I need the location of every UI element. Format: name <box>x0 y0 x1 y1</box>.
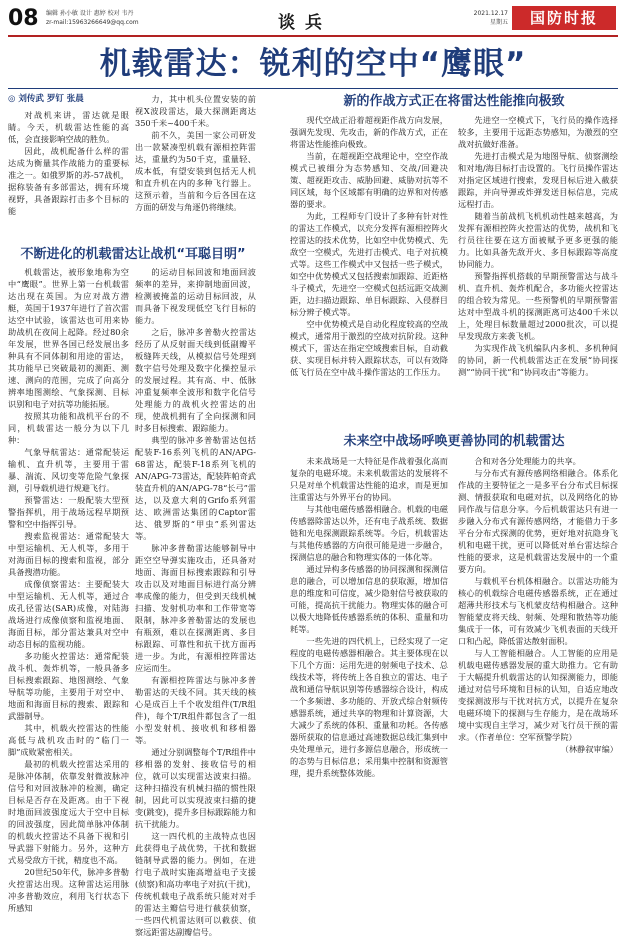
paragraph: 预警指挥机搭载的早期预警雷达与战斗机、直升机、轰炸机配合，多功能火控雷达的组合较为常见。一些预警机的早期预警雷达对中型战斗机的探测距离可达400千米以上，处理目标数量超过2000批次，可以提早发现敌方来袭飞机。 <box>458 271 618 341</box>
byline: ◎ 刘传武 罗钉 张晨 <box>8 94 84 104</box>
subhead-evolution: 不断进化的机载雷达让战机“耳聪目明” <box>20 247 246 262</box>
editor-signoff: （林静叙审编） <box>560 744 618 754</box>
paragraph: 因此，战机配备什么样的雷达成为衡量其作战能力的重要标准之一。如俄罗斯的苏-57战机，据称装备有多部雷达，拥有环境视野，具备跟踪打击多个目标的能 <box>8 146 129 216</box>
paragraph: 合和对各分处理能力的共享。 <box>474 456 581 466</box>
paragraph: 与人工智能相融合。人工智能的应用是机载电磁传感器发展的重大助推力。它有助于大幅提升机载雷达的认知探测能力，即能通过对信号环境和目标的认知，自适应地改变探测波形与干扰对抗方式，以提升在复杂电磁环境下的探测与生存能力，是在战场环境中实现自主学习，减少对飞行员干预的需求。（作者单位：空军预警学院） <box>458 648 618 742</box>
staff-info <box>46 9 139 27</box>
subhead-new-combat: 新的作战方式正在将雷达性能推向极致 <box>343 94 565 109</box>
body-column-6 <box>458 455 618 857</box>
page-header <box>8 6 618 34</box>
paragraph: 按照其功能和战机平台的不同，机载雷达一般分为以下几种： <box>8 411 129 445</box>
date-info <box>460 9 508 27</box>
paragraph: 的运动目标回波和地面回波频率的差异，来抑制地面回波，检测被掩盖的运动目标回波，从而具备下视发现低空飞行目标的能力。 <box>135 267 256 325</box>
paragraph: 通过分别调整每个T/R组件中移相器的发射、接收信号的相位，就可以实现雷达波束扫描。这种扫描没有机械扫描的惯性限制，因此可以实现波束扫描的捷变(跳变)，提升多目标跟踪能力和抗干扰能力。 <box>135 747 257 829</box>
paragraph: 通过异构多传感器的协同探测和探测信息的融合，可以增加信息的获取源，增加信息的维度和可信度，减少隐射信号被获取的可能，提高抗干扰能力。物理实体的融合可以极大地降低传感器系统的体积、重量和功耗等。 <box>290 564 448 634</box>
intro-column-2 <box>135 93 256 243</box>
paragraph: 未来战场是一大特征是作战着强化高而复杂的电磁环境。未来机载雷达的发展将不只是对单个机载雷达性能的追求，而是更加注重雷达与外界平台的协同。 <box>290 456 448 502</box>
weekday: 星期五 <box>489 19 508 26</box>
paragraph: 随着当前战机飞机机动性越来越高，为发挥有源相控阵火控雷达的优势，战机和飞行员往往要在这方面被赋予更多更强的能力。比如具备先敌开火、多目标跟踪等高度协同能力。 <box>458 211 618 269</box>
paragraph: 与载机平台机体相融合。以雷达功能为核心的机载综合电磁传感器系统，正在通过超薄共形技术与飞机蒙皮结构相融合。这种智能蒙皮将天线、射频、处理和散热等功能集成于一体，可有效减少飞机表面的天线开口和凸起，降低雷达散射面积。 <box>458 576 618 646</box>
body-column-2 <box>135 266 257 937</box>
masthead-logo: 国防时报 <box>512 6 616 30</box>
paragraph: 力，其中机头位置安装的前视X波段雷达，最大探测距离达350千米~400千米。 <box>135 94 256 128</box>
date: 2021.12.17 <box>473 10 508 17</box>
subhead-future: 未来空中战场呼唤更善协同的机载雷达 <box>343 434 565 449</box>
body-column-5 <box>290 455 448 857</box>
headline-rule <box>8 88 618 89</box>
paragraph: 这一四代机的主战特点也因此获得电子战优势，干扰和数据链制导武器的能力。例如，在进行电子战时实施高增益电子支援(侦察)和高功率电子对抗(干扰)，传统机载电子战系统只能对对手的雷达主瓣信号进行截获侦察，一些四代机雷达则可以截获、侦察远距雷达副瓣信号。 <box>135 831 256 937</box>
paragraph: 成像侦察雷达：主要配装大中型运输机、无人机等，通过合成孔径雷达(SAR)成像，对陆海战场进行成像侦察和监视地面、海面目标，部分雷达兼具对空中动态目标的监视功能。 <box>8 579 129 649</box>
paragraph: 现代空战正沿着超视距作战方向发展，强调先发现、先攻击，新的作战方式，正在将雷达性能推向极致。 <box>290 115 448 149</box>
paragraph: 最初的机载火控雷达采用的是脉冲体制，依靠发射微波脉冲信号和对回波脉冲的检测，确定目标是否存在及距离。由于下视时地面回波强度远大于空中目标的回波强度，因此简单脉冲体制的机载火控雷达不具备下视和引导武器下射能力。另外，这种方式易受敌方干扰，精度也不高。 <box>8 759 129 865</box>
paragraph: 先进打击模式是为地图导航、侦察测绘和对地/海目标打击设置的。飞行员操作雷达对指定区域进行搜索，发现目标后进入截获跟踪，并向导弹或炸弹发送目标信息，完成远程打击。 <box>458 151 618 209</box>
paragraph: 多功能火控雷达：通常配装战斗机、轰炸机等，一般具备多目标搜索跟踪、地图测绘、气象导航等功能，主要用于对空中、地面和海面目标的搜索、跟踪和武器制导。 <box>8 651 129 721</box>
paragraph: 与其他电磁传感器相融合。机载的电磁传感器除雷达以外，还有电子战系统、数据链和光电探测跟踪系统等。今后，机载雷达与其他传感器的方向很可能是进一步融合，探测信息的融合和物理实体的一体化等。 <box>290 504 448 562</box>
paragraph: 与分布式有源传感网络相融合。体系化作战的主要特征之一是多平台分布式目标探测、情报获取和电磁对抗，以及网络化的协同作战与信息分享。今后机载雷达只有进一步融入分布式有源传感网络，才能借力于多平台分布式探测的优势，更好地对抗隐身飞机和电磁干扰，更可以降低对单台雷达综合性能的要求，这是机载雷达发展中的一个重要方向。 <box>458 468 618 574</box>
header-rule <box>8 35 618 37</box>
paragraph: 为实现作战飞机编队内多机、多机种间的协同，新一代机载雷达正在发展“协同探测”“协同干扰”和“协同攻击”等能力。 <box>458 343 618 377</box>
paragraph: 机载雷达，被形象地称为空中“鹰眼”。世界上第一台机载雷达出现在英国。为应对战方潜艇，英国于1937年进行了首次雷达空中试验，该雷达也可用来协助战机在夜间上起降。经过80余年发展，世界各国已经发展出多种具有不同体制和用途的雷达，其功能早已突破最初的测距、测速、测向的范围，完成了向高分辨率地图测绘、气象探测、目标识别和电子对抗等功能拓展。 <box>8 267 129 409</box>
paragraph: 气象导航雷达：通常配装运输机、直升机等，主要用于雷暴、湍流、风切变等危险气象探测，引导载机进行规避飞行。 <box>8 447 129 493</box>
body-column-1 <box>8 266 129 913</box>
paragraph: 为此，工程师专门设计了多种有针对性的雷达工作模式，以充分发挥有源相控阵火控雷达的技术优势，比如空中优势模式、先敌空一空模式，先进打击模式、电子对抗模式等。这些工作模式中又包括一些子模式，如空中优势模式又包括搜索加跟踪、近距格斗子模式，先进空一空模式包括远距交战测距，边扫描边跟踪、单目标跟踪、入侵群目标分辨子模式等。 <box>290 211 448 317</box>
staff-line: 编辑 孙小敏 设计 惠婷 校对 韦丹 <box>46 10 134 17</box>
body-column-4 <box>458 114 618 424</box>
paragraph: 当前，在超视距空战理论中，空空作战模式已被细分为态势感知、交战/回避决策、超视距攻击、威胁回避、威胁对抗等不同区域，每个区域都有明确的边界和对传感器的要求。 <box>290 151 448 209</box>
article-headline: 机载雷达：锐利的空中“鹰眼” <box>99 46 527 82</box>
paragraph: 前不久，美国一家公司研发出一款紧凑型机载有源相控阵雷达，重量约为50千克，重量轻、成本低，有望安装到包括无人机和直升机在内的多种飞行器上。这预示着，当前和今后各国在这方面的研发与角逐仍将继续。 <box>135 130 256 212</box>
paragraph: 搜索监视雷达：通常配装大中型运输机、无人机等，多用于对海面目标的搜索和监视，部分具备搜潜功能。 <box>8 531 129 577</box>
page-number: 08 <box>8 6 39 31</box>
paragraph: 有源相控阵雷达与脉冲多普勒雷达的天线不同。其天线的核心是成百上千个收发组件(T/R组件)，每个T/R组件都包含了一组小型发射机、接收机和移相器等。 <box>135 675 256 745</box>
paragraph: 对战机来讲，雷达就是眼睛。今天，机载雷达性能的高低，会直接影响空战的胜负。 <box>8 110 129 144</box>
paragraph: 之后，脉冲多普勒火控雷达经历了从反射面天线到低副瓣平板缝阵天线，从模拟信号处理到数字信号处理及数字化操控显示的发展过程。其有高、中、低脉冲重复频率全波形和数字化信号处理能力的战机火控雷达的出现，使战机拥有了全向探测和同时多目标搜索、跟踪能力。 <box>135 327 256 433</box>
paragraph: 脉冲多普勒雷达能够制导中距空空导弹实施攻击，还具备对地面、海面目标搜索跟踪和引导攻击以及对地面目标进行高分辨率成像的能力，但受到天线机械扫描、发射机功率和工作带宽等限制，脉冲多普勒雷达的发展也有瓶颈，难以在探测距离、多目标跟踪、可靠性和抗干扰方面再进一步。为此，有源相控阵雷达应运而生。 <box>135 543 256 673</box>
section-title: 谈兵 <box>278 13 332 33</box>
paragraph: 20世纪50年代，脉冲多普勒火控雷达出现。这种雷达运用脉冲多普勒效应，利用飞行状态下所感知 <box>8 867 129 913</box>
paragraph: 其中，机载火控雷达的性能高低与战机攻击时的“临门一脚”成败紧密相关。 <box>8 723 129 757</box>
body-column-3 <box>290 114 448 424</box>
paragraph: 先进空一空模式下，飞行员的操作选择较多，主要用于远距态势感知，为激烈的空战对抗做好准备。 <box>458 115 618 149</box>
paragraph: 空中优势模式是自动化程度较高的空战模式，通常用于激烈的空战对抗阶段。这种模式下，雷达在指定空域搜索目标，自动截获、实现目标并转入跟踪状态，可以有效降低飞行员在空中战斗操作雷达的工作压力。 <box>290 319 448 377</box>
intro-column-1 <box>8 93 129 243</box>
paragraph: 典型的脉冲多普勒雷达包括配装F-16系列飞机的AN/APG-68雷达，配装F-18系列飞机的AN/APG-73雷达，配装阵帕奇武装直升机的AN/APG-78“长弓”雷达，以及意大利的Grifo系列雷达、欧洲雷达集团的Captor雷达、俄罗斯的“甲虫”系列雷达等。 <box>135 435 257 541</box>
paragraph: 一些先进的四代机上，已经实现了一定程度的电磁传感器相融合。其主要体现在以下几个方面：运用先进的射频电子技术、总线技术等，将传统上各自独立的雷达、电子战和通信导航识别等传感器综合设计，构成一个多频谱、多功能的、开放式综合射频传感器系统，通过共享的物理和计算资源，大大减少了系统的体积、重量和功耗。各传感器所获取的信息通过高速数据总线汇集到中央处理单元，进行多源信息融合，形成统一的态势与目标信息；采用集中控制和资源管理，提升系统整体效能。 <box>290 636 448 778</box>
staff-email: zr-mail:15963266649@qq.com <box>46 19 139 26</box>
paragraph: 预警雷达：一般配装大型预警指挥机，用于战场远程早期预警和空中指挥引导。 <box>8 495 129 529</box>
